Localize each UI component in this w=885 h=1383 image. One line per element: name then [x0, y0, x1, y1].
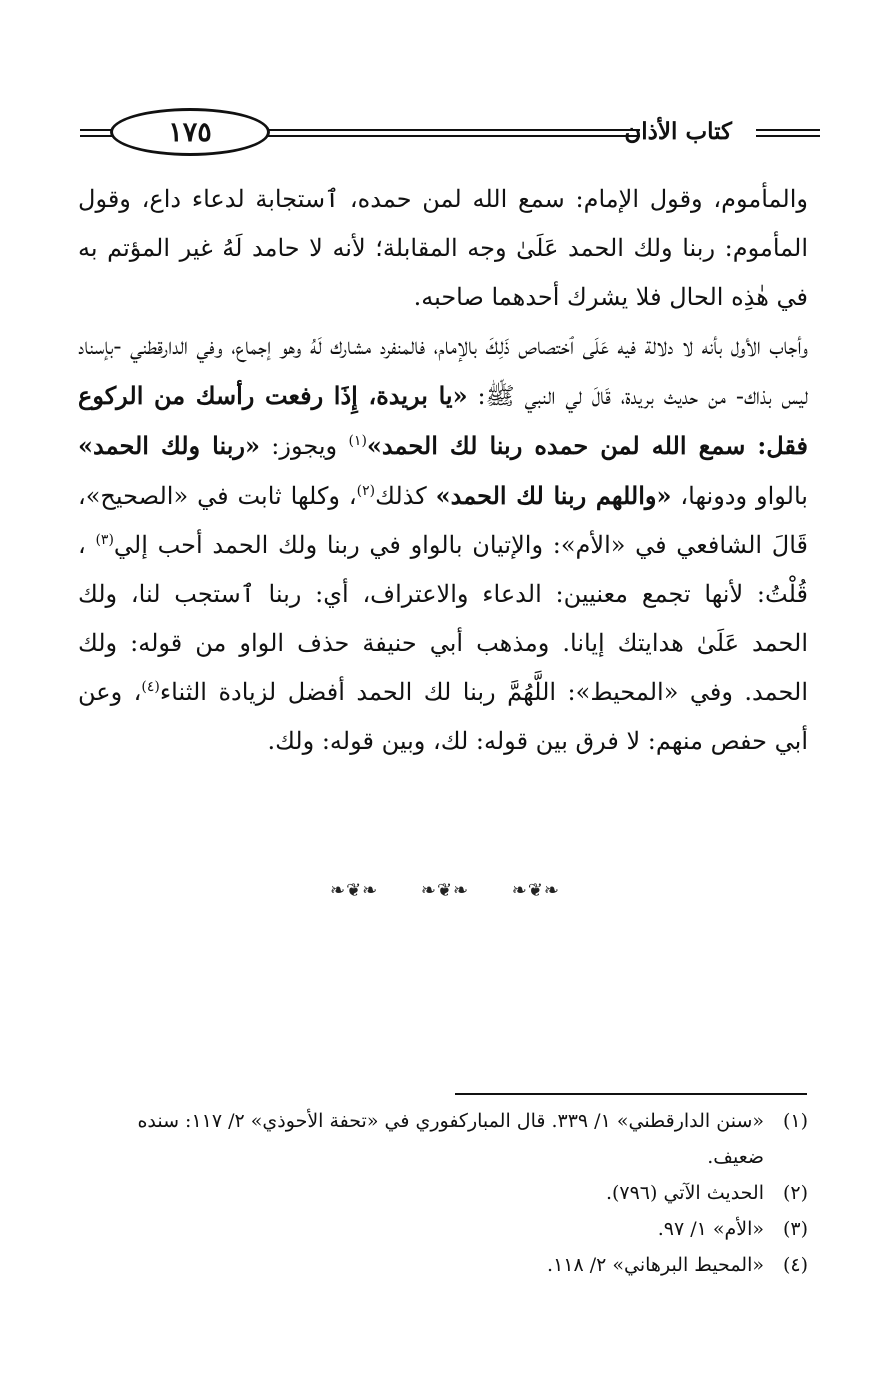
ornament-glyph: ❧❦❧ — [330, 879, 379, 901]
text-segment: بالواو ودونها، — [671, 482, 808, 510]
footnote-text: «سنن الدارقطني» ١/ ٣٣٩. قال المباركفوري في «تحفة الأحوذي» ٢/ ١١٧: سنده ضعيف. — [137, 1110, 764, 1168]
header-rule-left-2 — [80, 135, 112, 137]
footnotes — [78, 1103, 808, 1283]
text-segment: ويجوز: — [259, 432, 349, 460]
header-rule-right-2 — [756, 135, 820, 137]
text-segment: ، قُلْتُ: لأنها تجمع معنيين: الدعاء والاعتراف، أي: ربنا ٱستجب لنا، ولك الحمد عَلَىٰ هدايتك إيانا. ومذهب أبي حنيفة حذف الواو من قوله: ولك الحمد. وفي «المحيط»: اللَّهُمَّ ربنا لك الحمد أفضل لزيادة الثناء — [78, 531, 808, 706]
footnote-number: (٤) — [782, 1254, 808, 1276]
header-rule-right — [756, 129, 820, 131]
footnote — [78, 1175, 808, 1211]
paragraph-1: والمأموم، وقول الإمام: سمع الله لمن حمده، ٱستجابة لدعاء داع، وقول المأموم: ربنا ولك الحمد عَلَىٰ وجه المقابلة؛ لأنه لا حامد لَهُ غير المؤتم به في هٰذِه الحال فلا يشرك أحدهما صاحبه. — [78, 185, 808, 311]
text-segment: وأجاب الأول بأنه لا دلالة فيه عَلَى ٱختصاص ذَلِكَ بالإمام، فالمنفرد مشارك لَهُ وهو إجماع، وفي الدارقطني -بإسناد ليس بذاك- من حديث بريدة، قَالَ لي النبي ﷺ: — [78, 332, 808, 410]
ornament-glyph: ❧❦❧ — [420, 879, 470, 901]
footnote-number: (٣) — [782, 1218, 808, 1240]
footnote-ref-2: (٢) — [356, 483, 376, 499]
section-ornament — [330, 878, 560, 902]
main-text — [78, 175, 808, 766]
text-segment: ، وعن أبي حفص منهم: لا فرق بين قوله: لك، وبين قوله: ولك. — [78, 678, 808, 755]
quote-allahumma: «واللهم ربنا لك الحمد» — [435, 481, 672, 510]
book-title: كتاب الأذان — [624, 118, 732, 145]
quote-rabbana-walak: «ربنا ولك الحمد» — [78, 431, 260, 460]
footnote-number: (١) — [782, 1110, 808, 1132]
header-rule-middle-2 — [268, 135, 640, 137]
footnote-ref-4: (٤) — [141, 679, 160, 695]
header-rule-middle — [268, 129, 640, 131]
footnote — [78, 1211, 808, 1247]
footnote-ref-1: (١) — [348, 433, 367, 449]
footnote-text: الحديث الآتي (٧٩٦). — [605, 1182, 764, 1204]
ornament-glyph: ❧❦❧ — [511, 879, 560, 901]
footnote-text: «الأم» ١/ ٩٧. — [657, 1218, 764, 1240]
footnote — [78, 1103, 808, 1175]
page-number: ١٧٥ — [110, 108, 270, 156]
paragraph-2 — [78, 322, 808, 766]
text-segment: كذلك — [375, 482, 436, 510]
footnote — [78, 1247, 808, 1283]
header-rule-left — [80, 129, 112, 131]
footnote-number: (٢) — [782, 1182, 808, 1204]
text-segment: ، وكلها ثابت في «الصحيح»، قَالَ الشافعي في «الأم»: والإتيان بالواو في ربنا ولك الحمد أحب إلي — [78, 482, 808, 559]
footnote-text: «المحيط البرهاني» ٢/ ١١٨. — [547, 1254, 764, 1276]
footnote-ref-3: (٣) — [95, 532, 114, 548]
page-header — [80, 108, 820, 158]
hadith-quote: «يا بريدة، إِذَا رفعت رأسك من الركوع فقل: سمع الله لمن حمده ربنا لك الحمد» — [78, 381, 809, 460]
footnote-separator — [455, 1093, 807, 1095]
